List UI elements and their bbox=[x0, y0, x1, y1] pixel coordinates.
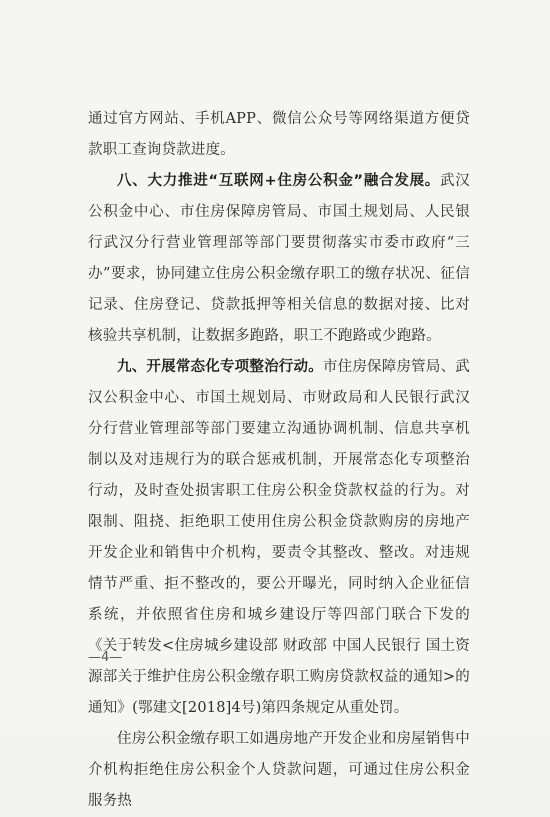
paragraph-section-9 bbox=[88, 352, 470, 724]
section-9-heading: 九、开展常态化专项整治行动。 bbox=[117, 359, 323, 375]
paragraph-section-8 bbox=[88, 166, 470, 352]
section-9-body: 市住房保障房管局、武汉公积金中心、市国土规划局、市财政局和人民银行武汉分行营业管理部等部门要建立沟通协调机制、信息共享机制以及对违规行为的联合惩戒机制，开展常态化专项整治行动，及时查处损害职工住房公积金贷款权益的行为。对限制、阻挠、拒绝职工使用住房公积金贷款购房的房地产开发企业和销售中介机构，要责令其整改、整改。对违规情节严重、拒不整改的，要公开曝光，同时纳入企业征信系统，并依照省住房和城乡建设厅等四部门联合下发的《关于转发<住房城乡建设部 财政部 中国人民银行 国土资源部关于维护住房公积金缴存职工购房贷款权益的通知>的通知》(鄂建文[2018]4号)第四条规定从重处罚。 bbox=[88, 359, 470, 716]
section-8-heading: 八、大力推进“互联网+住房公积金”融合发展。 bbox=[117, 173, 441, 189]
paragraph-intro: 通过官方网站、手机APP、微信公众号等网络渠道方便贷款职工查询贷款进度。 bbox=[88, 111, 470, 158]
document-body bbox=[88, 104, 470, 817]
section-8-body: 武汉公积金中心、市住房保障房管局、市国土规划局、人民银行武汉分行营业管理部等部门要贯彻落实市委市政府“三办”要求，协同建立住房公积金缴存职工的缴存状况、征信记录、住房登记、贷款抵押等相关信息的数据对接、比对核验共享机制，让数据多跑路，职工不跑路或少跑路。 bbox=[88, 173, 471, 344]
paragraph-last: 住房公积金缴存职工如遇房地产开发企业和房屋销售中介机构拒绝住房公积金个人贷款问题，可通过住房公积金服务热 bbox=[88, 731, 470, 809]
page-number: —4— bbox=[88, 650, 123, 665]
